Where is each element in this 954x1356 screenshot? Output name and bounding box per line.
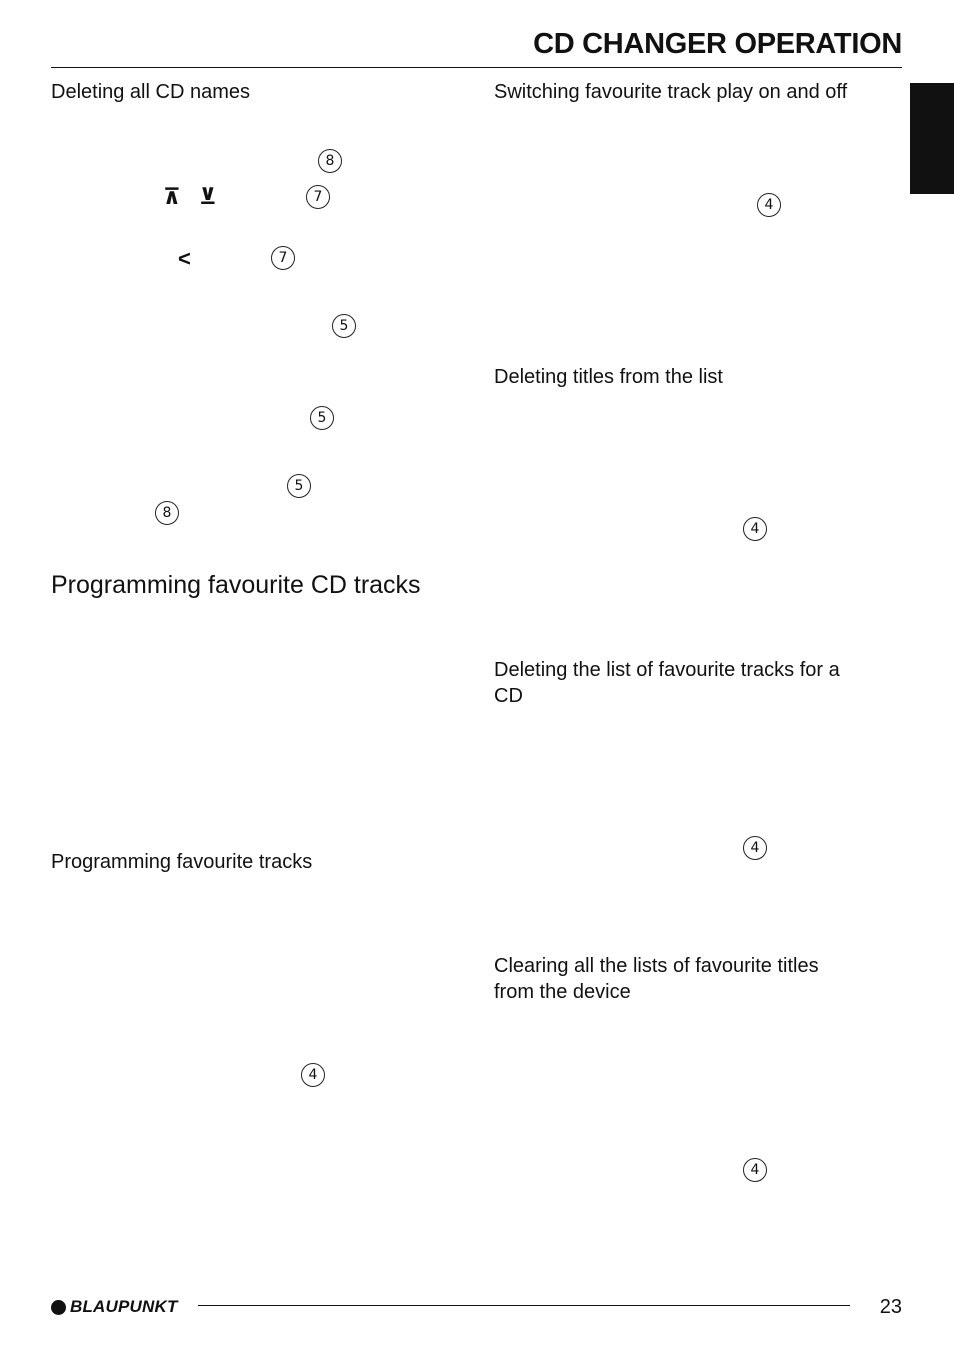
heading-deleting-titles: Deleting titles from the list xyxy=(494,366,723,388)
footer-divider xyxy=(198,1305,850,1306)
key-5-marker: 5 xyxy=(332,314,356,338)
key-4-marker: 4 xyxy=(743,1158,767,1182)
key-4-marker: 4 xyxy=(301,1063,325,1087)
heading-switching-favourite-track-play: Switching favourite track play on and off xyxy=(494,81,848,103)
key-7-marker: 7 xyxy=(306,185,330,209)
header-divider xyxy=(51,67,902,68)
heading-line: Clearing all the lists of favourite titles xyxy=(494,955,819,977)
heading-line: Deleting the list of favourite tracks for a xyxy=(494,659,840,681)
key-5-marker: 5 xyxy=(310,406,334,430)
page-title: CD CHANGER OPERATION xyxy=(533,28,902,60)
key-4-marker: 4 xyxy=(743,836,767,860)
brand-logo xyxy=(51,1297,178,1317)
key-4-marker: 4 xyxy=(757,193,781,217)
key-4-marker: 4 xyxy=(743,517,767,541)
heading-programming-favourite-tracks: Programming favourite tracks xyxy=(51,851,313,873)
arrow-up-icon: ⊼ xyxy=(163,184,181,209)
heading-line: from the device xyxy=(494,981,631,1003)
key-5-marker: 5 xyxy=(287,474,311,498)
key-8-marker: 8 xyxy=(155,501,179,525)
page-number: 23 xyxy=(879,1296,902,1318)
brand-name: BLAUPUNKT xyxy=(70,1297,178,1316)
heading-deleting-favourite-list xyxy=(494,657,840,709)
heading-clearing-all-lists xyxy=(494,953,819,1005)
heading-line: CD xyxy=(494,685,523,707)
heading-deleting-all-cd-names: Deleting all CD names xyxy=(51,81,250,103)
key-8-marker: 8 xyxy=(318,149,342,173)
key-7-marker: 7 xyxy=(271,246,295,270)
heading-programming-favourite-cd-tracks: Programming favourite CD tracks xyxy=(51,571,421,599)
arrow-down-icon: ⊻ xyxy=(199,184,217,209)
language-tab-marker xyxy=(910,83,954,194)
logo-dot-icon xyxy=(51,1300,66,1315)
arrow-left-icon: < xyxy=(178,246,191,271)
